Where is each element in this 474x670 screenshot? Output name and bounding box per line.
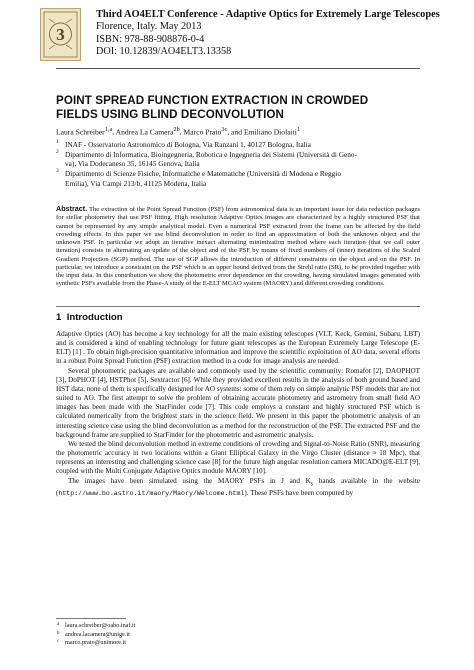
title-line-1: POINT SPREAD FUNCTION EXTRACTION IN CROWDED <box>56 94 369 107</box>
abstract-label: Abstract. <box>56 204 88 213</box>
ao4elt-logo-icon <box>41 9 80 60</box>
affiliation-text: Dipartimento di Scienze Fisiche, Informatiche e Matematiche (Università di Modena e Reggio <box>65 169 341 179</box>
paragraph: Adaptive Optics (AO) has become a key technology for all the main existing telescopes (VLT, Keck, Gemini, Subaru, LBT) and is considered a kind of enabling technology for future giant telescopes as the European Extremely Large Telescope (E-ELT) [1] . To obtain high-precision quantitative information and improve the scientific exploitation of AO data, several efforts in a robust Point Spread Function (PSF) extraction method in a code for image analysis are needed. <box>56 330 420 366</box>
footnote-email-link[interactable]: andrea.lacamera@unige.it <box>65 630 130 638</box>
footnote-email-link[interactable]: laura.schreiber@oabo.inaf.it <box>65 622 136 629</box>
section-number: 1 <box>56 312 62 323</box>
author-separator: , <box>179 127 184 137</box>
affiliation-mark: 3 <box>56 168 59 175</box>
affiliation-text-cont: Emilia), Via Campi 213/b, 41125 Modena, Italia <box>65 178 207 188</box>
abstract-text: The extraction of the Point Spread Function (PSF) from astronomical data is an important issue for data reduction packages for stellar photometry that use PSF fitting. High resolution Adaptive Optics images are characterized by a highly structured PSF that cannot be represented by any simple analytical model. Even a numerical PSF extracted from the frame can be affected by the field crowding effects. In this paper we use blind deconvolution in order to find an approximation of both the unknown object and the unknown PSF. In particular we adopt an iterative inexact alternating minimization method where each iteration (that we call outer iteration) consists in alternating an update of the object and of the PSF by means of fixed numbers of (inner) iterations of the Scaled Gradient Projection (SGP) method. The use of SGP allows the introduction of different constraints on the object and on the PSF. In particular, we introduce a constraint on the PSF which is an upper bound derived from the Strehl ratio (SR), to be provided together with the input data. In this contribution we show the photometric error dependence on the crowding, having simulated images generated with synthetic PSFs available from the Phase-A study of the E-ELT MCAO system (MAORY) and different crowding conditions. <box>56 206 420 288</box>
author-name: Marco Prato <box>183 127 222 137</box>
affiliation-text: INAF - Osservatorio Astronomico di Bologna, Via Ranzani 1, 40127 Bologna, Italia <box>65 140 311 149</box>
conference-name: Third AO4ELT Conference - Adaptive Optics for Extremely Large Telescopes <box>96 9 440 20</box>
author-name: Emiliano Diolaiti <box>243 127 297 137</box>
paragraph: Several photometric packages are available and commonly used by the scientific community: Romafot [2], DAOPHOT [3], DoPHOT [4], HSTPhot [5], Sextractor [6]. While they provided excellent results in the analysis of both ground based and HST data, none of them is specifically designed for AO systems: some of them rely on simple analytic PSF models that are not suited to AO. The first attempt to solve the problem of obtaining accurate photometry and astrometry from small field AO images has been made with the StarFinder code [7]. This code employs a constant and highly structured PSF which is calculated numerically from the brightest stars in the science field. We present in this paper the photometric analysis of an interesting science case using the blind deconvolution as a method for the reconstruction of the PSF. The extracted PSF and the background frame are supplied to StarFinder for the photometric and astrometric analysis. <box>56 366 420 439</box>
author-mark: 1,a <box>104 126 113 133</box>
author-mark: 1 <box>296 126 301 133</box>
footnote-mark: c <box>57 639 60 645</box>
footnote-mark: b <box>57 630 60 636</box>
doi: DOI: 10.12839/AO4ELT3.13358 <box>96 46 232 58</box>
footnote-list <box>56 622 356 648</box>
affiliation <box>56 140 420 150</box>
author-mark: 3c <box>221 126 228 133</box>
affiliation-list <box>56 140 420 189</box>
paragraph <box>56 477 420 499</box>
maory-website-link[interactable]: http://www.bo.astro.it/maory/Maory/Welcome.html <box>58 490 245 498</box>
conference-logo <box>40 8 81 61</box>
author-separator: , <box>112 127 116 137</box>
conference-header <box>96 9 468 59</box>
paper-title <box>56 94 420 122</box>
paragraph-text: The images have been simulated using the MAORY PSFs in J and K <box>68 476 311 485</box>
title-line-2: FIELDS USING BLIND DECONVOLUTION <box>56 108 284 121</box>
header-divider <box>56 68 420 69</box>
paragraph: We tested the blind deconvolution method in extreme conditions of crowding and Signal-to-Noise Ratio (SNR), measuring the photometric accuracy in two locations within a Giant Elliptical Galaxy in the Virgo Cluster (distance ≈ 18 Mpc), that represents an interesting and challenging science case [8] for the future high angular resolution camera MICADO@E-ELT [9], coupled with the Multi Conjugate Adaptive Optics module MAORY [10]. <box>56 439 420 476</box>
section-heading <box>56 312 123 323</box>
affiliation-text-cont: va), Via Dodecaneso 35, 16145 Genova, Italia <box>65 159 200 169</box>
isbn: ISBN: 978-88-908876-0-4 <box>96 33 205 45</box>
affiliation-text: Dipartimento di Informatica, Bioingegneria, Robotica e Ingegneria dei Sistemi (Università di Geno- <box>65 149 357 159</box>
footnote <box>56 639 356 648</box>
paragraph-text: ). These PSFs have been computed by <box>244 489 354 498</box>
footnote-email-link[interactable]: marco.prato@unimore.it <box>65 639 127 647</box>
abstract <box>56 205 420 289</box>
abstract-divider <box>56 306 420 307</box>
affiliation-mark: 2 <box>56 148 59 155</box>
footnote <box>56 622 356 631</box>
author-mark: 2b <box>173 126 180 133</box>
footnote-mark: a <box>57 622 60 627</box>
body-text <box>56 330 420 498</box>
footnote-divider <box>56 618 126 619</box>
band-subscript: s <box>310 480 314 487</box>
conference-location-date: Florence, Italy. May 2013 <box>96 21 202 33</box>
author-separator: , and <box>227 127 244 137</box>
affiliation-mark: 1 <box>56 139 59 145</box>
author-name: Andrea La Camera <box>115 127 174 137</box>
affiliation <box>56 169 420 188</box>
affiliation <box>56 150 420 169</box>
paragraph-text: bands available in the website ( <box>56 476 420 498</box>
author-name: Laura Schreiber <box>56 127 105 137</box>
section-title: Introduction <box>66 312 123 323</box>
author-list <box>56 125 420 138</box>
footnote <box>56 631 356 640</box>
logo-number: 3 <box>56 25 65 44</box>
